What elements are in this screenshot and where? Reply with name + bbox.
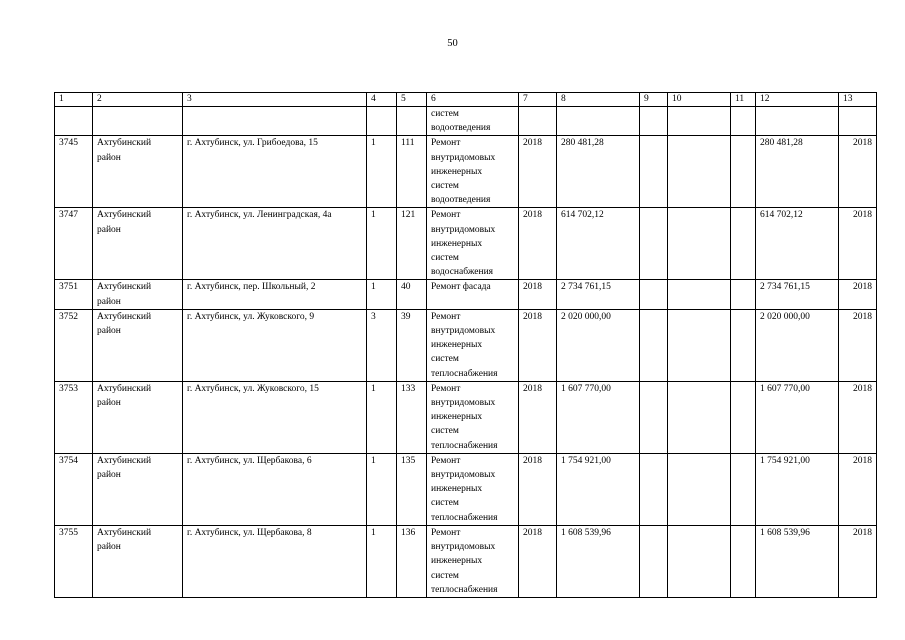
year-cell: 2018 [519, 280, 557, 309]
col4-cell: 1 [367, 381, 397, 453]
work-type-line: инженерных [431, 556, 483, 567]
work-type-line: инженерных [431, 238, 483, 249]
table-row [55, 136, 877, 208]
address-cell: г. Ахтубинск, ул. Щербакова, 6 [183, 453, 367, 525]
record-number-cell: 3755 [55, 525, 93, 597]
work-type-line: систем [431, 253, 459, 264]
cost-cell: 280 481,28 [557, 136, 640, 208]
work-type-line: инженерных [431, 484, 483, 495]
cost-cell: 1 607 770,00 [557, 381, 640, 453]
work-type-line: теплоснабжения [431, 512, 498, 523]
work-type-line: Ремонт [431, 527, 461, 538]
col-header: 10 [668, 93, 731, 107]
table-row [55, 381, 877, 453]
col10-cell [668, 208, 731, 280]
district-line: Ахтубинский [97, 527, 152, 538]
col-header: 7 [519, 93, 557, 107]
col4-cell: 1 [367, 136, 397, 208]
district-cell [93, 280, 183, 309]
col11-cell [731, 208, 756, 280]
year-cell: 2018 [519, 136, 557, 208]
district-line: район [97, 542, 121, 553]
work-type-line: систем [431, 181, 459, 192]
col11-cell [731, 525, 756, 597]
col5-cell: 136 [397, 525, 427, 597]
work-type-line: внутридомовых [431, 470, 496, 481]
col9-cell [640, 309, 668, 381]
work-type-line: водоотведения [431, 123, 491, 134]
district-line: район [97, 470, 121, 481]
col-header: 4 [367, 93, 397, 107]
address-cell: г. Ахтубинск, ул. Щербакова, 8 [183, 525, 367, 597]
col5-cell: 135 [397, 453, 427, 525]
work-type-cell [427, 381, 519, 453]
col10-cell [668, 381, 731, 453]
district-line: Ахтубинский [97, 138, 152, 149]
district-line: Ахтубинский [97, 282, 152, 293]
district-cell [93, 453, 183, 525]
col4-cell: 1 [367, 525, 397, 597]
work-type-cell [427, 525, 519, 597]
record-number-cell: 3753 [55, 381, 93, 453]
cost-cell: 614 702,12 [557, 208, 640, 280]
col-header: 12 [756, 93, 839, 107]
col10-cell [668, 525, 731, 597]
continuation-row [55, 107, 877, 136]
plan-year-cell: 2018 [839, 309, 877, 381]
record-number-cell: 3745 [55, 136, 93, 208]
total-cost-cell: 1 754 921,00 [756, 453, 839, 525]
district-line: Ахтубинский [97, 210, 152, 221]
col4-cell: 3 [367, 309, 397, 381]
year-cell: 2018 [519, 453, 557, 525]
cost-cell: 1 608 539,96 [557, 525, 640, 597]
table-row [55, 280, 877, 309]
col9-cell [640, 208, 668, 280]
col9-cell [640, 381, 668, 453]
work-type-line: систем [431, 109, 459, 119]
work-type-cell [427, 309, 519, 381]
district-line: район [97, 398, 121, 409]
district-line: Ахтубинский [97, 455, 152, 466]
plan-year-cell: 2018 [839, 381, 877, 453]
district-cell [93, 136, 183, 208]
cost-cell: 1 754 921,00 [557, 453, 640, 525]
total-cost-cell: 1 608 539,96 [756, 525, 839, 597]
work-type-cell [427, 136, 519, 208]
year-cell: 2018 [519, 381, 557, 453]
record-number-cell: 3754 [55, 453, 93, 525]
work-type-cell [427, 453, 519, 525]
work-type-cell [427, 208, 519, 280]
work-type-cell [427, 107, 519, 136]
table-row [55, 208, 877, 280]
work-type-line: теплоснабжения [431, 368, 498, 379]
work-type-line: Ремонт [431, 311, 461, 322]
col-header: 13 [839, 93, 877, 107]
col11-cell [731, 381, 756, 453]
record-number-cell: 3751 [55, 280, 93, 309]
district-line: Ахтубинский [97, 311, 152, 322]
district-line: Ахтубинский [97, 383, 152, 394]
work-type-line: Ремонт фасада [431, 282, 491, 293]
record-number-cell: 3752 [55, 309, 93, 381]
table-row [55, 525, 877, 597]
col11-cell [731, 309, 756, 381]
work-type-line: водоснабжения [431, 267, 494, 278]
work-type-line: систем [431, 498, 459, 509]
plan-year-cell: 2018 [839, 525, 877, 597]
work-type-line: внутридомовых [431, 398, 496, 409]
plan-year-cell: 2018 [839, 280, 877, 309]
work-type-line: инженерных [431, 166, 483, 177]
col10-cell [668, 280, 731, 309]
col-header: 11 [731, 93, 756, 107]
work-type-line: Ремонт [431, 455, 461, 466]
record-number-cell: 3747 [55, 208, 93, 280]
district-line: район [97, 152, 121, 163]
col-header: 2 [93, 93, 183, 107]
total-cost-cell: 2 020 000,00 [756, 309, 839, 381]
year-cell: 2018 [519, 208, 557, 280]
col11-cell [731, 453, 756, 525]
work-type-line: Ремонт [431, 210, 461, 221]
total-cost-cell: 280 481,28 [756, 136, 839, 208]
work-type-line: Ремонт [431, 138, 461, 149]
district-line: район [97, 326, 121, 337]
total-cost-cell: 614 702,12 [756, 208, 839, 280]
col-header: 9 [640, 93, 668, 107]
col4-cell: 1 [367, 208, 397, 280]
work-type-line: внутридомовых [431, 224, 496, 235]
work-type-line: внутридомовых [431, 326, 496, 337]
address-cell: г. Ахтубинск, ул. Жуковского, 9 [183, 309, 367, 381]
cost-cell: 2 020 000,00 [557, 309, 640, 381]
plan-year-cell: 2018 [839, 208, 877, 280]
col9-cell [640, 136, 668, 208]
work-type-line: теплоснабжения [431, 584, 498, 595]
col5-cell: 121 [397, 208, 427, 280]
district-cell [93, 309, 183, 381]
col5-cell: 111 [397, 136, 427, 208]
col-header: 3 [183, 93, 367, 107]
col5-cell: 40 [397, 280, 427, 309]
work-type-line: Ремонт [431, 383, 461, 394]
col11-cell [731, 280, 756, 309]
col-header: 5 [397, 93, 427, 107]
table-row [55, 309, 877, 381]
work-type-line: инженерных [431, 412, 483, 423]
col9-cell [640, 525, 668, 597]
col10-cell [668, 136, 731, 208]
col4-cell: 1 [367, 280, 397, 309]
col10-cell [668, 309, 731, 381]
district-cell [93, 525, 183, 597]
year-cell: 2018 [519, 309, 557, 381]
work-type-line: внутридомовых [431, 542, 496, 553]
work-type-line: теплоснабжения [431, 440, 498, 451]
address-cell: г. Ахтубинск, пер. Школьный, 2 [183, 280, 367, 309]
work-type-cell [427, 280, 519, 309]
register-table [54, 92, 877, 598]
plan-year-cell: 2018 [839, 136, 877, 208]
col9-cell [640, 453, 668, 525]
col5-cell: 133 [397, 381, 427, 453]
col11-cell [731, 136, 756, 208]
work-type-line: водоотведения [431, 195, 491, 206]
work-type-line: систем [431, 354, 459, 365]
district-cell [93, 381, 183, 453]
col4-cell: 1 [367, 453, 397, 525]
address-cell: г. Ахтубинск, ул. Жуковского, 15 [183, 381, 367, 453]
total-cost-cell: 1 607 770,00 [756, 381, 839, 453]
district-line: район [97, 224, 121, 235]
work-type-line: систем [431, 570, 459, 581]
address-cell: г. Ахтубинск, ул. Грибоедова, 15 [183, 136, 367, 208]
plan-year-cell: 2018 [839, 453, 877, 525]
col10-cell [668, 453, 731, 525]
work-type-line: внутридомовых [431, 152, 496, 163]
work-type-line: инженерных [431, 340, 483, 351]
year-cell: 2018 [519, 525, 557, 597]
work-type-line: систем [431, 426, 459, 437]
column-number-row [55, 93, 877, 107]
col9-cell [640, 280, 668, 309]
col-header: 1 [55, 93, 93, 107]
district-cell [93, 208, 183, 280]
cost-cell: 2 734 761,15 [557, 280, 640, 309]
page-number: 50 [447, 38, 458, 49]
col-header: 6 [427, 93, 519, 107]
total-cost-cell: 2 734 761,15 [756, 280, 839, 309]
col5-cell: 39 [397, 309, 427, 381]
district-line: район [97, 296, 121, 307]
address-cell: г. Ахтубинск, ул. Ленинградская, 4а [183, 208, 367, 280]
col-header: 8 [557, 93, 640, 107]
table-row [55, 453, 877, 525]
